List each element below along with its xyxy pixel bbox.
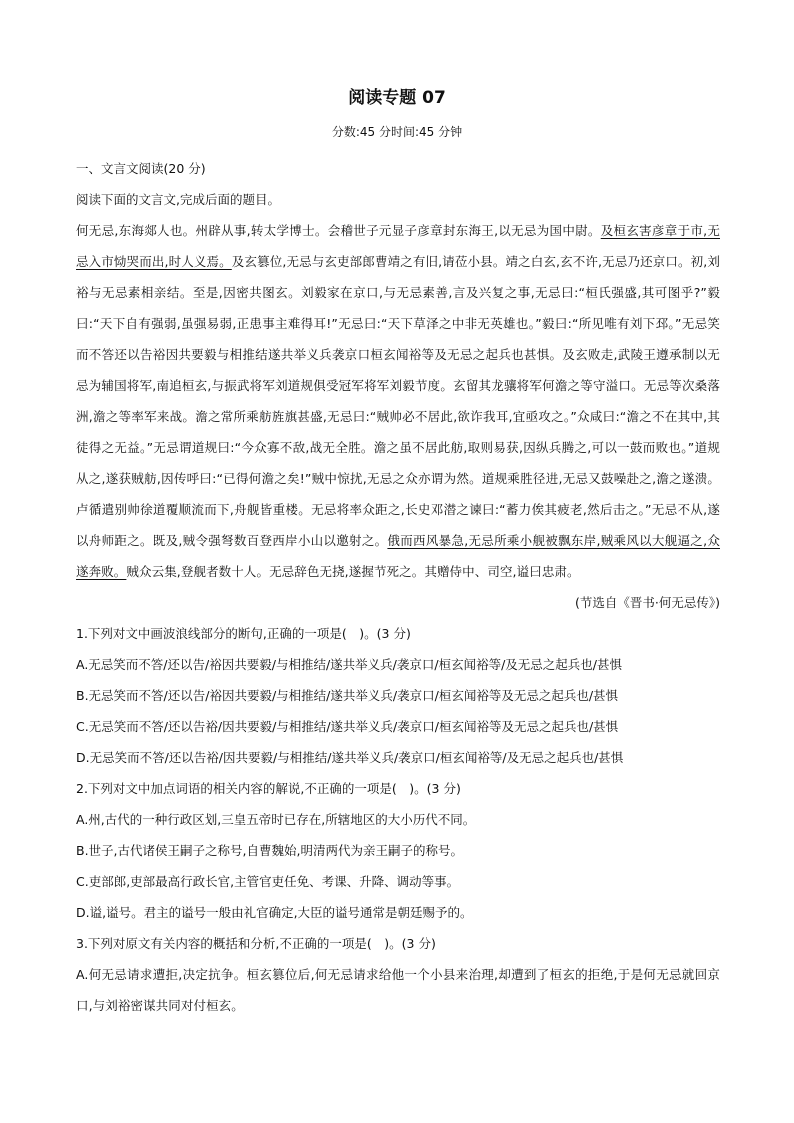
passage-text-1: 何无忌,东海郯人也。州辟从事,转太学博士。会稽世子元显子彦章封东海王,以无忌为国中尉。 [76,223,601,238]
section-heading: 一、文言文阅读(20 分) [76,161,206,176]
question-1-option-a: A.无忌笑而不答/还以告/裕因共要毅/与相推结/遂共举义兵/袭京口/桓玄闻裕等/及无忌之起兵也/甚惧 [76,657,622,672]
question-2-option-d: D.谥,谥号。君主的谥号一般由礼官确定,大臣的谥号通常是朝廷赐予的。 [76,905,473,920]
question-2-option-b: B.世子,古代诸侯王嗣子之称号,自曹魏始,明清两代为亲王嗣子的称号。 [76,843,463,858]
underlined-sentence-1: 及桓玄害彦章于市,无忌入市恸哭而出,时人义焉。 [76,223,720,269]
classical-passage [76,215,720,587]
question-3-stem: 3.下列对原文有关内容的概括和分析,不正确的一项是( )。(3 分) [76,936,436,951]
underlined-sentence-2: 俄而西风暴急,无忌所乘小舰被飘东岸,贼乘风以大舰逼之,众遂奔败。 [76,533,720,579]
question-1-stem: 1.下列对文中画波浪线部分的断句,正确的一项是( )。(3 分) [76,626,411,641]
question-3-option-a: A.何无忌请求遭拒,决定抗争。桓玄篡位后,何无忌请求给他一个小县来治理,却遭到了桓玄的拒绝,于是何无忌就回京口,与刘裕密谋共同对付桓玄。 [76,967,720,1013]
score-time-info: 分数:45 分时间:45 分钟 [331,125,463,139]
passage-source: (节选自《晋书·何无忌传》) [575,595,720,610]
question-2-option-c: C.吏部郎,吏部最高行政长官,主管官吏任免、考课、升降、调动等事。 [76,874,460,889]
question-2-stem: 2.下列对文中加点词语的相关内容的解说,不正确的一项是( )。(3 分) [76,781,461,796]
question-2-option-a: A.州,古代的一种行政区划,三皇五帝时已存在,所辖地区的大小历代不同。 [76,812,476,827]
question-1-option-b: B.无忌笑而不答/还以告/裕因共要毅/与相推结/遂共举义兵/袭京口/桓玄闻裕等及无忌之起兵也/甚惧 [76,688,619,703]
passage-text-3: 贼众云集,登舰者数十人。无忌辞色无挠,遂握节死之。其赠侍中、司空,谥曰忠肃。 [126,564,580,579]
passage-text-2: 及玄篡位,无忌与玄吏部郎曹靖之有旧,请莅小县。靖之白玄,玄不许,无忌乃还京口。初,刘裕与无忌素相亲结。至是,因密共图玄。刘毅家在京口,与无忌素善,言及兴复之事,无忌曰:“桓氏强盛,其可图乎?”毅曰:“天下自有强弱,虽强易弱,正患事主难得耳!”无忌曰:“天下草泽之中非无英雄也。”毅曰:“所见唯有刘下邳。”无忌笑而不答还以告裕因共要毅与相推结遂共举义兵袭京口桓玄闻裕等及无忌之起兵也甚惧。及玄败走,武陵王遵承制以无忌为辅国将军,南追桓玄,与振武将军刘道规俱受冠军将军刘毅节度。玄留其龙骧将军何澹之等守溢口。无忌等次桑落洲,澹之等率军来战。澹之常所乘舫旌旗甚盛,无忌曰:“贼帅必不居此,欲诈我耳,宜亟攻之。”众咸曰:“澹之不在其中,其徒得之无益。”无忌谓道规曰:“今众寡不敌,战无全胜。澹之虽不居此舫,取则易获,因纵兵腾之,可以一鼓而败也。”道规从之,遂获贼舫,因传呼曰:“已得何澹之矣!”贼中惊扰,无忌之众亦谓为然。道规乘胜径进,无忌又鼓噪赴之,澹之遂溃。卢循遣别帅徐道覆顺流而下,舟舰皆重楼。无忌将率众距之,长史邓潜之谏曰:“蓄力俟其疲老,然后击之。”无忌不从,遂以舟师距之。既及,贼令强弩数百登西岸小山以邀射之。 [76,254,720,548]
page-title: 阅读专题 07 [348,88,446,108]
question-1-option-c: C.无忌笑而不答/还以告裕/因共要毅/与相推结/遂共举义兵/袭京口/桓玄闻裕等及无忌之起兵也/甚惧 [76,719,619,734]
instruction-text: 阅读下面的文言文,完成后面的题目。 [76,192,280,207]
question-1-option-d: D.无忌笑而不答/还以告裕/因共要毅/与相推结/遂共举义兵/袭京口/桓玄闻裕等/及无忌之起兵也/甚惧 [76,750,624,765]
document-body [76,153,720,1021]
